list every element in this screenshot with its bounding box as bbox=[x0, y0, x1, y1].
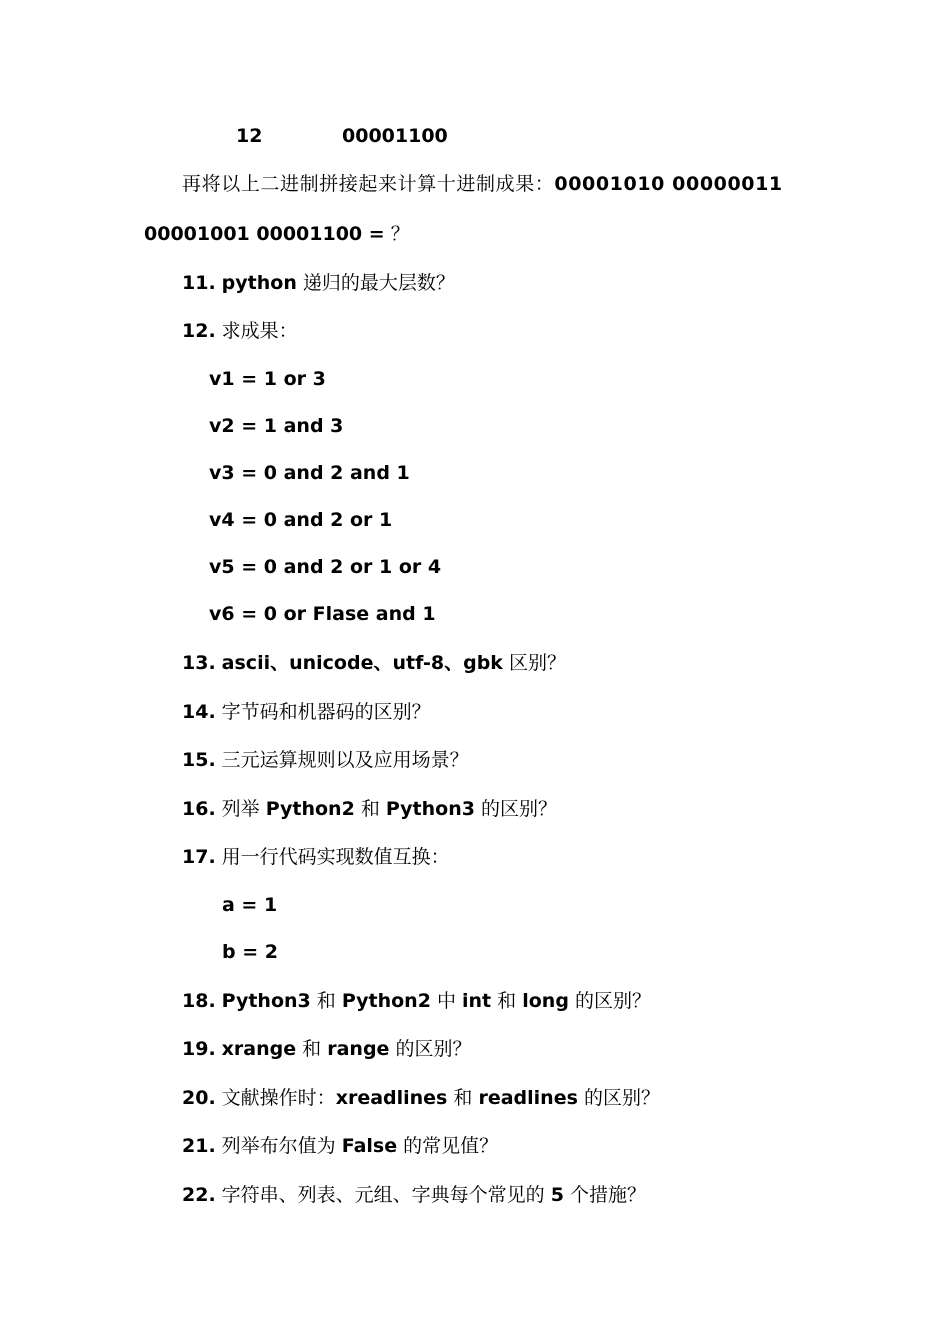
concat-suffix: ？ bbox=[384, 223, 410, 245]
q18-text-2: 中 bbox=[430, 990, 463, 1012]
q16-keyword-2: Python3 bbox=[385, 798, 475, 820]
question-number: 18. bbox=[182, 990, 216, 1012]
question-22 bbox=[182, 1183, 646, 1207]
q17-text: 用一行代码实现数值互换： bbox=[221, 846, 450, 868]
q15-text: 三元运算规则以及应用场景？ bbox=[221, 749, 469, 771]
q21-keyword: False bbox=[341, 1135, 398, 1157]
q19-text-1: 和 bbox=[296, 1038, 328, 1060]
q13-text: 区别？ bbox=[502, 652, 566, 674]
question-17 bbox=[182, 845, 450, 869]
q18-keyword-3: int bbox=[462, 990, 492, 1012]
q18-text-3: 和 bbox=[491, 990, 523, 1012]
question-13 bbox=[182, 651, 566, 675]
binary-value: 00001100 bbox=[342, 125, 448, 147]
question-16 bbox=[182, 797, 557, 821]
question-14 bbox=[182, 700, 431, 724]
q21-text-1: 列举布尔值为 bbox=[221, 1135, 342, 1157]
concat-bits-1: 00001010 00000011 bbox=[554, 173, 783, 195]
q16-keyword-1: Python2 bbox=[265, 798, 355, 820]
question-number: 20. bbox=[182, 1087, 216, 1109]
question-12 bbox=[182, 319, 298, 343]
code-line-v1: v1 = 1 or 3 bbox=[209, 368, 326, 390]
question-15 bbox=[182, 748, 469, 772]
q11-keyword: python bbox=[221, 272, 297, 294]
question-number: 12. bbox=[182, 320, 216, 342]
q20-keyword-2: readlines bbox=[478, 1087, 578, 1109]
q11-text: 递归的最大层数？ bbox=[296, 272, 455, 294]
question-19 bbox=[182, 1037, 472, 1061]
concat-bits-2: 00001001 00001100 = bbox=[144, 223, 385, 245]
q16-text-2: 和 bbox=[354, 798, 386, 820]
q18-text-1: 和 bbox=[310, 990, 342, 1012]
question-11 bbox=[182, 271, 455, 295]
decimal-value: 12 bbox=[236, 125, 263, 147]
q21-text-2: 的常见值？ bbox=[397, 1135, 499, 1157]
q22-text-2: 个措施？ bbox=[563, 1184, 646, 1206]
question-number: 22. bbox=[182, 1184, 216, 1206]
question-21 bbox=[182, 1134, 498, 1158]
code-line-v2: v2 = 1 and 3 bbox=[209, 415, 344, 437]
q12-text: 求成果： bbox=[221, 320, 298, 342]
code-line-v6: v6 = 0 or Flase and 1 bbox=[209, 603, 436, 625]
q20-text-1: 文献操作时： bbox=[221, 1087, 336, 1109]
q19-keyword-2: range bbox=[327, 1038, 390, 1060]
concat-paragraph-line1 bbox=[182, 172, 783, 196]
question-number: 13. bbox=[182, 652, 216, 674]
q22-text-1: 字符串、列表、元组、字典每个常见的 bbox=[221, 1184, 551, 1206]
q22-number: 5 bbox=[550, 1184, 564, 1206]
q19-keyword-1: xrange bbox=[221, 1038, 297, 1060]
q20-keyword-1: xreadlines bbox=[335, 1087, 448, 1109]
q18-keyword-2: Python2 bbox=[341, 990, 431, 1012]
question-number: 21. bbox=[182, 1135, 216, 1157]
question-number: 17. bbox=[182, 846, 216, 868]
code-line-v3: v3 = 0 and 2 and 1 bbox=[209, 462, 410, 484]
q18-keyword-1: Python3 bbox=[221, 990, 311, 1012]
q14-text: 字节码和机器码的区别？ bbox=[221, 701, 431, 723]
q16-text-1: 列举 bbox=[221, 798, 266, 820]
q19-text-2: 的区别？ bbox=[389, 1038, 472, 1060]
q20-text-2: 和 bbox=[447, 1087, 479, 1109]
concat-paragraph-line2 bbox=[144, 222, 410, 246]
q18-text-4: 的区别？ bbox=[568, 990, 651, 1012]
code-line-a: a = 1 bbox=[222, 894, 278, 916]
code-line-b: b = 2 bbox=[222, 941, 278, 963]
question-number: 16. bbox=[182, 798, 216, 820]
question-number: 15. bbox=[182, 749, 216, 771]
concat-prefix: 再将以上二进制拼接起来计算十进制成果： bbox=[182, 173, 555, 195]
q18-keyword-4: long bbox=[522, 990, 569, 1012]
question-20 bbox=[182, 1086, 660, 1110]
code-line-v4: v4 = 0 and 2 or 1 bbox=[209, 509, 393, 531]
question-number: 11. bbox=[182, 272, 216, 294]
q16-text-3: 的区别？ bbox=[474, 798, 558, 820]
question-number: 19. bbox=[182, 1038, 216, 1060]
q13-keywords: ascii、unicode、utf-8、gbk bbox=[221, 652, 503, 674]
q20-text-3: 的区别？ bbox=[577, 1087, 660, 1109]
question-number: 14. bbox=[182, 701, 216, 723]
code-line-v5: v5 = 0 and 2 or 1 or 4 bbox=[209, 556, 442, 578]
question-18 bbox=[182, 989, 651, 1013]
binary-row-12 bbox=[236, 124, 448, 148]
